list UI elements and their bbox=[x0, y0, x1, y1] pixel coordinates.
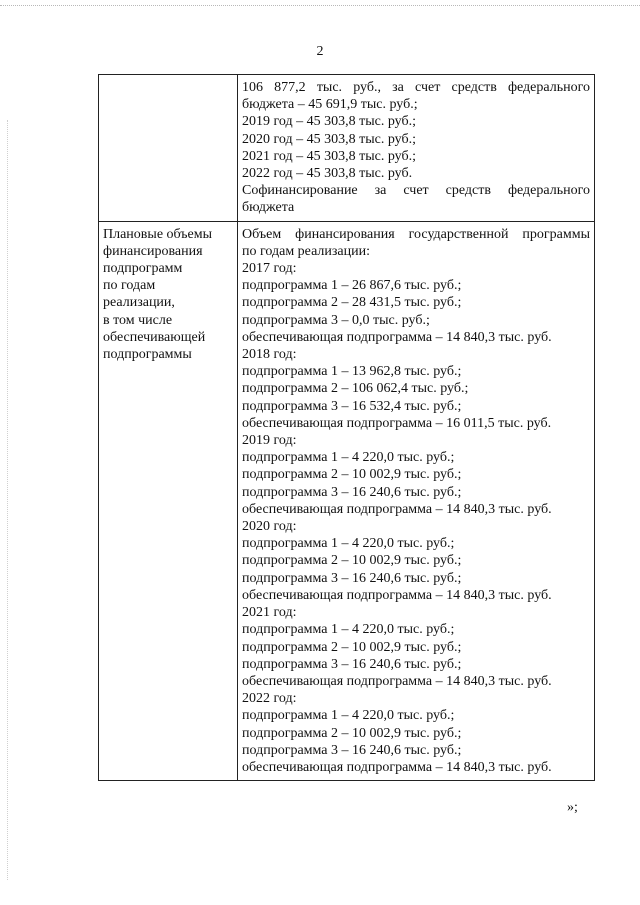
label-line: в том числе bbox=[103, 312, 173, 328]
subprogram-line: подпрограмма 3 – 16 240,6 тыс. руб.; bbox=[242, 656, 462, 672]
table-row-financing bbox=[99, 221, 595, 781]
text-line: Софинансирование за счет средств федерального bbox=[242, 183, 590, 199]
text-line: 2022 год – 45 303,8 тыс. руб. bbox=[242, 166, 413, 182]
subprogram-line: подпрограмма 1 – 4 220,0 тыс. руб.; bbox=[242, 708, 455, 724]
table-row-top bbox=[99, 75, 595, 222]
subprogram-line: подпрограмма 3 – 16 240,6 тыс. руб.; bbox=[242, 742, 462, 758]
subprogram-line: подпрограмма 3 – 16 240,6 тыс. руб.; bbox=[242, 570, 462, 586]
text-line: 2021 год – 45 303,8 тыс. руб.; bbox=[242, 148, 416, 164]
year-heading: 2020 год: bbox=[242, 519, 297, 535]
financing-table bbox=[98, 74, 595, 781]
subprogram-line: подпрограмма 1 – 4 220,0 тыс. руб.; bbox=[242, 450, 455, 466]
supporting-subprogram-line: обеспечивающая подпрограмма – 16 011,5 тыс. руб. bbox=[242, 415, 552, 431]
subprogram-line: подпрограмма 2 – 10 002,9 тыс. руб.; bbox=[242, 467, 462, 483]
year-heading: 2018 год: bbox=[242, 347, 297, 363]
top-row-label-cell bbox=[99, 75, 238, 222]
supporting-subprogram-line: обеспечивающая подпрограмма – 14 840,3 тыс. руб. bbox=[242, 501, 552, 517]
subprogram-line: подпрограмма 1 – 4 220,0 тыс. руб.; bbox=[242, 536, 455, 552]
subprogram-line: подпрограмма 2 – 10 002,9 тыс. руб.; bbox=[242, 725, 462, 741]
label-line: Плановые объемы bbox=[103, 226, 213, 242]
scan-artifact-top bbox=[0, 5, 640, 9]
subprogram-line: подпрограмма 2 – 106 062,4 тыс. руб.; bbox=[242, 381, 469, 397]
label-line: обеспечивающей bbox=[103, 329, 206, 345]
text-line: 106 877,2 тыс. руб., за счет средств федерального bbox=[242, 80, 590, 95]
label-line: подпрограммы bbox=[103, 347, 192, 363]
year-heading: 2022 год: bbox=[242, 691, 297, 707]
year-heading: 2021 год: bbox=[242, 605, 297, 621]
supporting-subprogram-line: обеспечивающая подпрограмма – 14 840,3 тыс. руб. bbox=[242, 673, 552, 689]
text-line: 2019 год – 45 303,8 тыс. руб.; bbox=[242, 114, 416, 130]
supporting-subprogram-line: обеспечивающая подпрограмма – 14 840,3 тыс. руб. bbox=[242, 329, 552, 345]
subprogram-line: подпрограмма 1 – 26 867,6 тыс. руб.; bbox=[242, 278, 462, 294]
page-number: 2 bbox=[316, 44, 324, 59]
label-line: финансирования bbox=[103, 243, 203, 259]
label-line: по годам bbox=[103, 278, 156, 294]
subprogram-line: подпрограмма 2 – 10 002,9 тыс. руб.; bbox=[242, 639, 462, 655]
label-line: подпрограмм bbox=[103, 261, 183, 277]
financing-label-cell bbox=[99, 221, 238, 781]
text-line: 2020 год – 45 303,8 тыс. руб.; bbox=[242, 131, 416, 147]
top-row-content-cell bbox=[238, 75, 595, 222]
subprogram-line: подпрограмма 1 – 4 220,0 тыс. руб.; bbox=[242, 622, 455, 638]
supporting-subprogram-line: обеспечивающая подпрограмма – 14 840,3 тыс. руб. bbox=[242, 587, 552, 603]
subprogram-line: подпрограмма 3 – 16 240,6 тыс. руб.; bbox=[242, 484, 462, 500]
scan-artifact-left bbox=[7, 120, 10, 880]
intro-line: по годам реализации: bbox=[242, 243, 370, 259]
closing-quote-mark: »; bbox=[567, 800, 578, 815]
subprogram-line: подпрограмма 1 – 13 962,8 тыс. руб.; bbox=[242, 364, 462, 380]
subprogram-line: подпрограмма 3 – 0,0 тыс. руб.; bbox=[242, 312, 430, 328]
subprogram-line: подпрограмма 2 – 28 431,5 тыс. руб.; bbox=[242, 295, 462, 311]
financing-content-cell bbox=[238, 221, 595, 781]
text-line: бюджета – 45 691,9 тыс. руб.; bbox=[242, 97, 418, 113]
supporting-subprogram-line: обеспечивающая подпрограмма – 14 840,3 тыс. руб. bbox=[242, 759, 552, 775]
intro-line: Объем финансирования государственной программы bbox=[242, 226, 590, 242]
subprogram-line: подпрограмма 3 – 16 532,4 тыс. руб.; bbox=[242, 398, 462, 414]
year-heading: 2019 год: bbox=[242, 433, 297, 449]
subprogram-line: подпрограмма 2 – 10 002,9 тыс. руб.; bbox=[242, 553, 462, 569]
year-heading: 2017 год: bbox=[242, 261, 297, 277]
label-line: реализации, bbox=[103, 295, 175, 311]
text-line: бюджета bbox=[242, 200, 295, 216]
